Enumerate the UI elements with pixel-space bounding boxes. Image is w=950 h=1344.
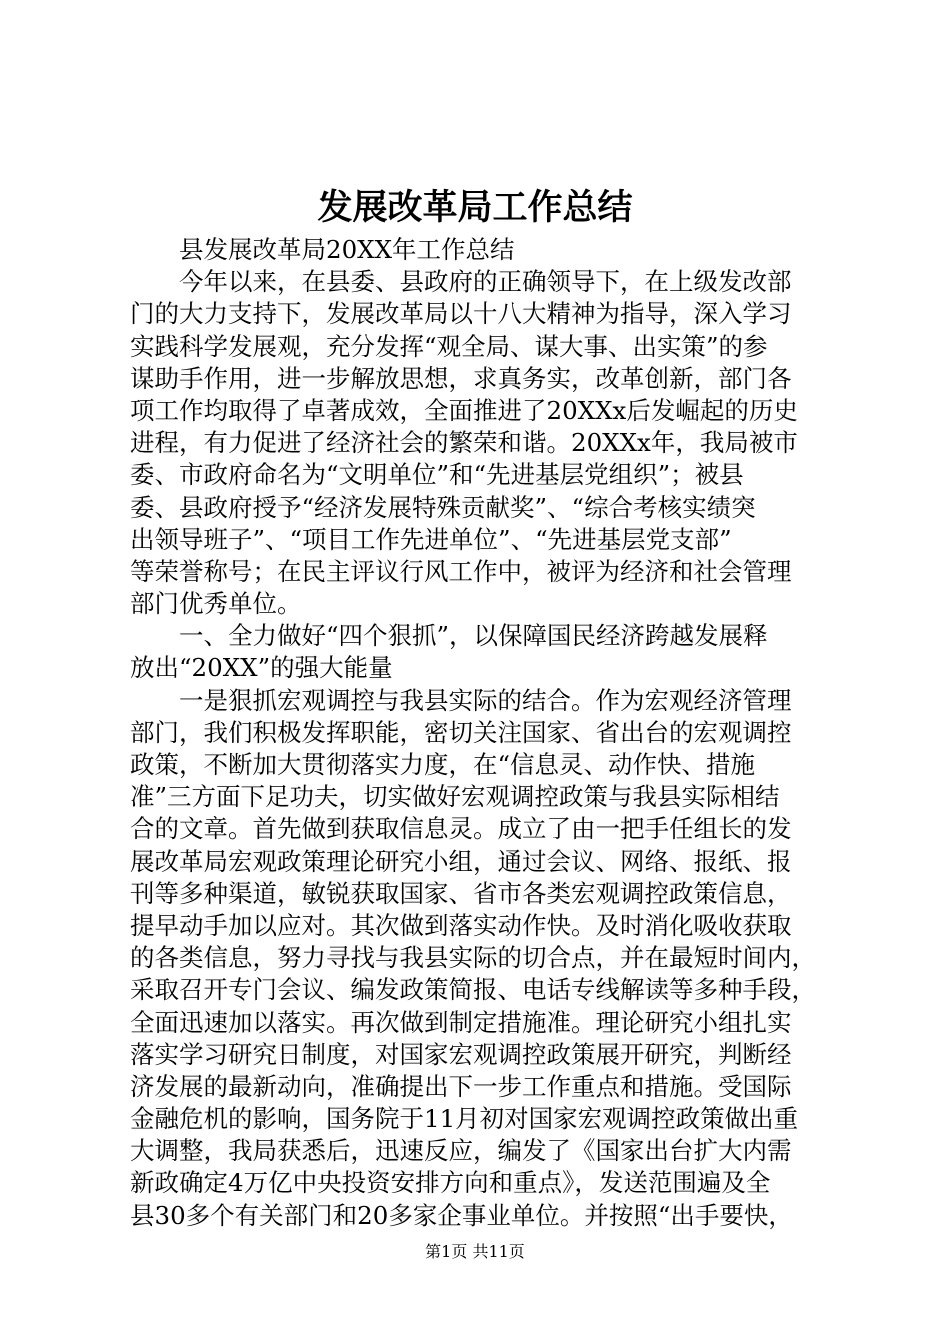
text-line: 准”三方面下足功夫，切实做好宏观调控政策与我县实际相结 bbox=[130, 782, 780, 812]
page-footer bbox=[0, 1242, 950, 1262]
text-line: 提早动手加以应对。其次做到落实动作快。及时消化吸收获取 bbox=[130, 910, 792, 940]
text-line: 全面迅速加以落实。再次做到制定措施准。理论研究小组扎实 bbox=[130, 1007, 792, 1037]
text-line: 展改革局宏观政策理论研究小组，通过会议、网络、报纸、报 bbox=[130, 846, 792, 876]
text-line: 一是狠抓宏观调控与我县实际的结合。作为宏观经济管理 bbox=[130, 685, 792, 715]
text-line: 刊等多种渠道，敏锐获取国家、省市各类宏观调控政策信息， bbox=[130, 878, 792, 908]
text-line: 县30多个有关部门和20多家企事业单位。并按照“出手要快， bbox=[130, 1200, 793, 1230]
text-line: 济发展的最新动向，准确提出下一步工作重点和措施。受国际 bbox=[130, 1071, 792, 1101]
text-line: 谋助手作用，进一步解放思想，求真务实，改革创新，部门各 bbox=[130, 363, 792, 393]
document-body bbox=[130, 234, 830, 1232]
text-line: 部门，我们积极发挥职能，密切关注国家、省出台的宏观调控 bbox=[130, 717, 792, 747]
document-title: 发展改革局工作总结 bbox=[317, 187, 633, 228]
text-line: 金融危机的影响，国务院于11月初对国家宏观调控政策做出重 bbox=[130, 1104, 799, 1134]
text-line: 新政确定4万亿中央投资安排方向和重点》，发送范围遍及全 bbox=[130, 1168, 771, 1198]
text-line: 合的文章。首先做到获取信息灵。成立了由一把手任组长的发 bbox=[130, 814, 792, 844]
text-line: 进程，有力促进了经济社会的繁荣和谐。20XXx年，我局被市 bbox=[130, 428, 798, 458]
text-line: 实践科学发展观，充分发挥“观全局、谋大事、出实策”的参 bbox=[130, 331, 768, 361]
text-line: 门的大力支持下，发展改革局以十八大精神为指导，深入学习 bbox=[130, 299, 792, 329]
text-line: 采取召开专门会议、编发政策简报、电话专线解读等多种手段， bbox=[130, 975, 816, 1005]
text-line: 委、市政府命名为“文明单位”和“先进基层党组织”；被县 bbox=[130, 460, 744, 490]
text-line: 县发展改革局20XX年工作总结 bbox=[130, 235, 515, 264]
text-line: 部门优秀单位。 bbox=[130, 589, 302, 619]
text-line: 今年以来，在县委、县政府的正确领导下，在上级发改部 bbox=[130, 267, 792, 297]
text-line: 放出“20XX”的强大能量 bbox=[130, 653, 393, 683]
text-line: 一、全力做好“四个狠抓”，以保障国民经济跨越发展释 bbox=[130, 621, 768, 651]
text-line: 大调整，我局获悉后，迅速反应，编发了《国家出台扩大内需 bbox=[130, 1136, 792, 1166]
text-line: 的各类信息，努力寻找与我县实际的切合点，并在最短时间内， bbox=[130, 943, 816, 973]
text-line: 委、县政府授予“经济发展特殊贡献奖”、“综合考核实绩突 bbox=[130, 492, 756, 522]
text-line: 出领导班子”、“项目工作先进单位”、“先进基层党支部” bbox=[130, 524, 732, 554]
page-indicator: 第1页 共11页 bbox=[425, 1242, 525, 1261]
text-line: 落实学习研究日制度，对国家宏观调控政策展开研究，判断经 bbox=[130, 1039, 792, 1069]
text-line: 政策，不断加大贯彻落实力度，在“信息灵、动作快、措施 bbox=[130, 750, 756, 779]
text-line: 等荣誉称号；在民主评议行风工作中，被评为经济和社会管理 bbox=[130, 556, 792, 586]
text-line: 项工作均取得了卓著成效，全面推进了20XXx后发崛起的历史 bbox=[130, 395, 798, 425]
